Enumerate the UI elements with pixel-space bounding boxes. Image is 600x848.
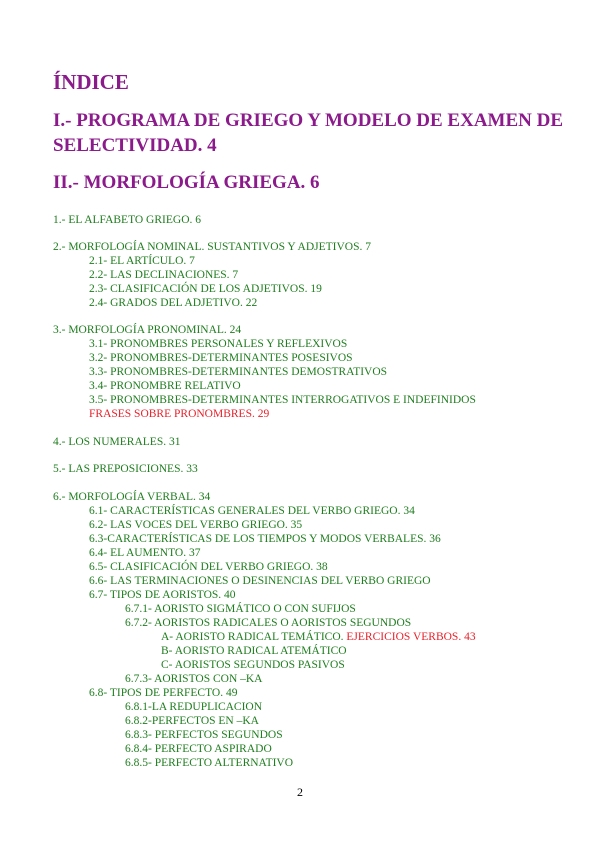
toc-entry[interactable]: 3.- MORFOLOGÍA PRONOMINAL. 24 <box>53 324 242 336</box>
toc-entry[interactable]: 2.4- GRADOS DEL ADJETIVO. 22 <box>89 297 258 309</box>
toc-entry[interactable]: 6.8.4- PERFECTO ASPIRADO <box>125 743 272 755</box>
toc-entry[interactable]: 6.8.2-PERFECTOS EN –KA <box>125 715 259 727</box>
toc-entry[interactable]: 6.8.5- PERFECTO ALTERNATIVO <box>125 757 294 769</box>
toc-entry[interactable]: 6.8.1-LA REDUPLICACION <box>125 701 263 713</box>
toc-entry[interactable]: 6.8.3- PERFECTOS SEGUNDOS <box>125 729 283 741</box>
toc-entry[interactable]: 6.6- LAS TERMINACIONES O DESINENCIAS DEL VERBO GRIEGO <box>89 575 431 587</box>
toc-entry[interactable]: 2.1- EL ARTÍCULO. 7 <box>89 255 195 267</box>
toc-entry[interactable]: 6.5- CLASIFICACIÓN DEL VERBO GRIEGO. 38 <box>89 561 328 573</box>
page-number: 2 <box>297 785 303 799</box>
toc-entry[interactable]: 6.7- TIPOS DE AORISTOS. 40 <box>89 589 236 601</box>
toc-entry[interactable]: 3.2- PRONOMBRES-DETERMINANTES POSESIVOS <box>89 352 353 364</box>
toc-entry[interactable]: 3.3- PRONOMBRES-DETERMINANTES DEMOSTRATIVOS <box>89 366 388 378</box>
toc-entry[interactable]: 6.7.3- AORISTOS CON –KA <box>125 673 263 685</box>
toc-entry[interactable]: 2.2- LAS DECLINACIONES. 7 <box>89 269 239 281</box>
toc-entry[interactable]: B- AORISTO RADICAL ATEMÁTICO <box>161 645 347 657</box>
index-title: ÍNDICE <box>53 70 129 94</box>
toc-entry[interactable] <box>161 630 476 644</box>
toc-entry[interactable]: 6.4- EL AUMENTO. 37 <box>89 547 201 559</box>
toc-entry[interactable]: 6.2- LAS VOCES DEL VERBO GRIEGO. 35 <box>89 519 303 531</box>
toc-entry[interactable]: 3.1- PRONOMBRES PERSONALES Y REFLEXIVOS <box>89 338 348 350</box>
toc-entry-highlight[interactable]: EJERCICIOS VERBOS. 43 <box>346 631 476 643</box>
section-heading-1: I.- PROGRAMA DE GRIEGO Y MODELO DE EXAMEN DE SELECTIVIDAD. 4 <box>53 110 564 156</box>
toc-entry-label: A- AORISTO RADICAL TEMÁTICO. <box>161 631 344 643</box>
toc-entry[interactable]: 2.3- CLASIFICACIÓN DE LOS ADJETIVOS. 19 <box>89 283 322 295</box>
toc-entry[interactable]: 6.1- CARACTERÍSTICAS GENERALES DEL VERBO GRIEGO. 34 <box>89 505 415 517</box>
toc-entry[interactable]: 6.3-CARACTERÍSTICAS DE LOS TIEMPOS Y MODOS VERBALES. 36 <box>89 533 441 545</box>
section-heading-2: II.- MORFOLOGÍA GRIEGA. 6 <box>53 172 320 193</box>
toc-entry[interactable]: 3.5- PRONOMBRES-DETERMINANTES INTERROGATIVOS E INDEFINIDOS <box>89 394 476 406</box>
toc-entry[interactable]: C- AORISTOS SEGUNDOS PASIVOS <box>161 659 345 671</box>
toc-entry[interactable]: 5.- LAS PREPOSICIONES. 33 <box>53 463 198 475</box>
toc-entry[interactable]: 2.- MORFOLOGÍA NOMINAL. SUSTANTIVOS Y ADJETIVOS. 7 <box>53 241 371 253</box>
toc-entry[interactable]: 1.- EL ALFABETO GRIEGO. 6 <box>53 214 202 226</box>
toc-entry[interactable]: 6.8- TIPOS DE PERFECTO. 49 <box>89 687 238 699</box>
toc-entry[interactable]: 6.7.2- AORISTOS RADICALES O AORISTOS SEGUNDOS <box>125 617 412 629</box>
toc-entry[interactable]: 3.4- PRONOMBRE RELATIVO <box>89 380 241 392</box>
toc-entry[interactable]: 6.7.1- AORISTO SIGMÁTICO O CON SUFIJOS <box>125 603 356 615</box>
toc-entry[interactable]: 4.- LOS NUMERALES. 31 <box>53 436 181 448</box>
toc-entry-highlight[interactable]: FRASES SOBRE PRONOMBRES. 29 <box>89 408 270 420</box>
toc-entry[interactable]: 6.- MORFOLOGÍA VERBAL. 34 <box>53 491 211 503</box>
